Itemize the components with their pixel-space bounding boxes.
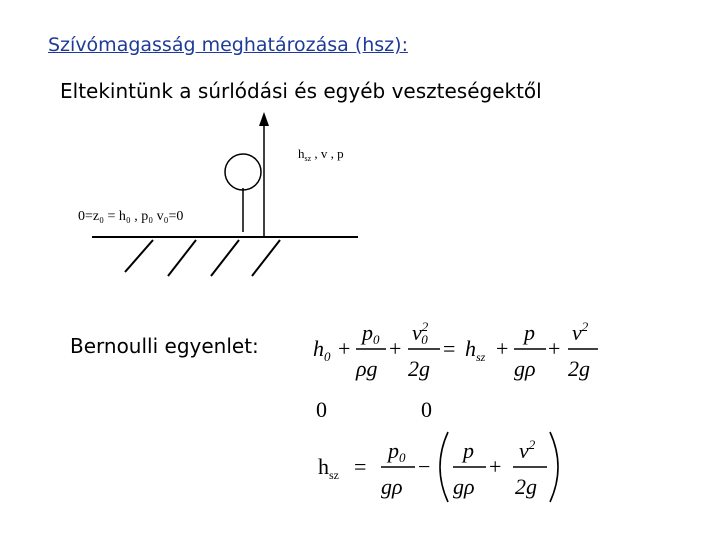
zero-under-v0: 0 <box>421 397 432 422</box>
eq2-f3-num: $v^2$ <box>519 437 536 463</box>
eq1-f4-den: 2g <box>568 356 590 381</box>
eq2-f1-num: p0 <box>388 438 406 465</box>
bernoulli-label: Bernoulli egyenlet: <box>70 334 259 358</box>
eq2-f2-den: gρ <box>453 474 475 499</box>
eq1-f3-den: gρ <box>514 356 536 381</box>
bernoulli-equation <box>313 319 598 381</box>
eq1-f2-den: 2g <box>408 356 430 381</box>
eq2-hsz: $h_{sz}$ <box>318 454 339 482</box>
eq1-f1-den: ρg <box>356 356 378 381</box>
eq1-f4-num: $v^2$ <box>572 319 589 345</box>
slide-title: Szívómagasság meghatározása (hsz): <box>48 34 408 56</box>
eq2-f2-num: p <box>463 438 474 463</box>
eq1-f1-num: p0 <box>362 320 380 347</box>
top-state-label: $h_{sz}$ , v , p <box>298 146 344 163</box>
eq1-h0: $h_0$ <box>313 336 331 364</box>
zero-under-h0: 0 <box>316 397 327 422</box>
slide-subtitle: Eltekintünk a súrlódási és egyéb veszteségektől <box>60 79 542 103</box>
eq1-plus-3: + <box>496 336 509 361</box>
eq1-plus-1: + <box>338 336 351 361</box>
eq1-f2-num: $v^2$ 0 <box>412 319 429 347</box>
eq2-equals: = <box>354 454 367 479</box>
ground-state-label: 0=z₀ = h₀ , p₀ v₀=0 <box>78 209 184 224</box>
eq2-f1-den: gρ <box>381 474 403 499</box>
eq2-left-paren <box>440 432 448 502</box>
suction-height-equation <box>318 432 558 502</box>
eq2-f3-den: 2g <box>515 474 537 499</box>
eq2-right-paren <box>550 432 558 502</box>
suction-diagram <box>78 112 358 276</box>
eq1-f3-num: p <box>524 320 535 345</box>
eq1-hsz: $h_{sz}$ <box>465 336 486 364</box>
ground-hatching <box>125 240 280 276</box>
eq2-minus: − <box>418 454 431 479</box>
eq1-equals: = <box>443 336 456 361</box>
fluid-particle-circle <box>225 154 261 190</box>
eq1-plus-2: + <box>389 336 402 361</box>
arrow-head <box>259 112 269 126</box>
eq1-plus-4: + <box>548 336 561 361</box>
eq2-plus: + <box>489 454 502 479</box>
